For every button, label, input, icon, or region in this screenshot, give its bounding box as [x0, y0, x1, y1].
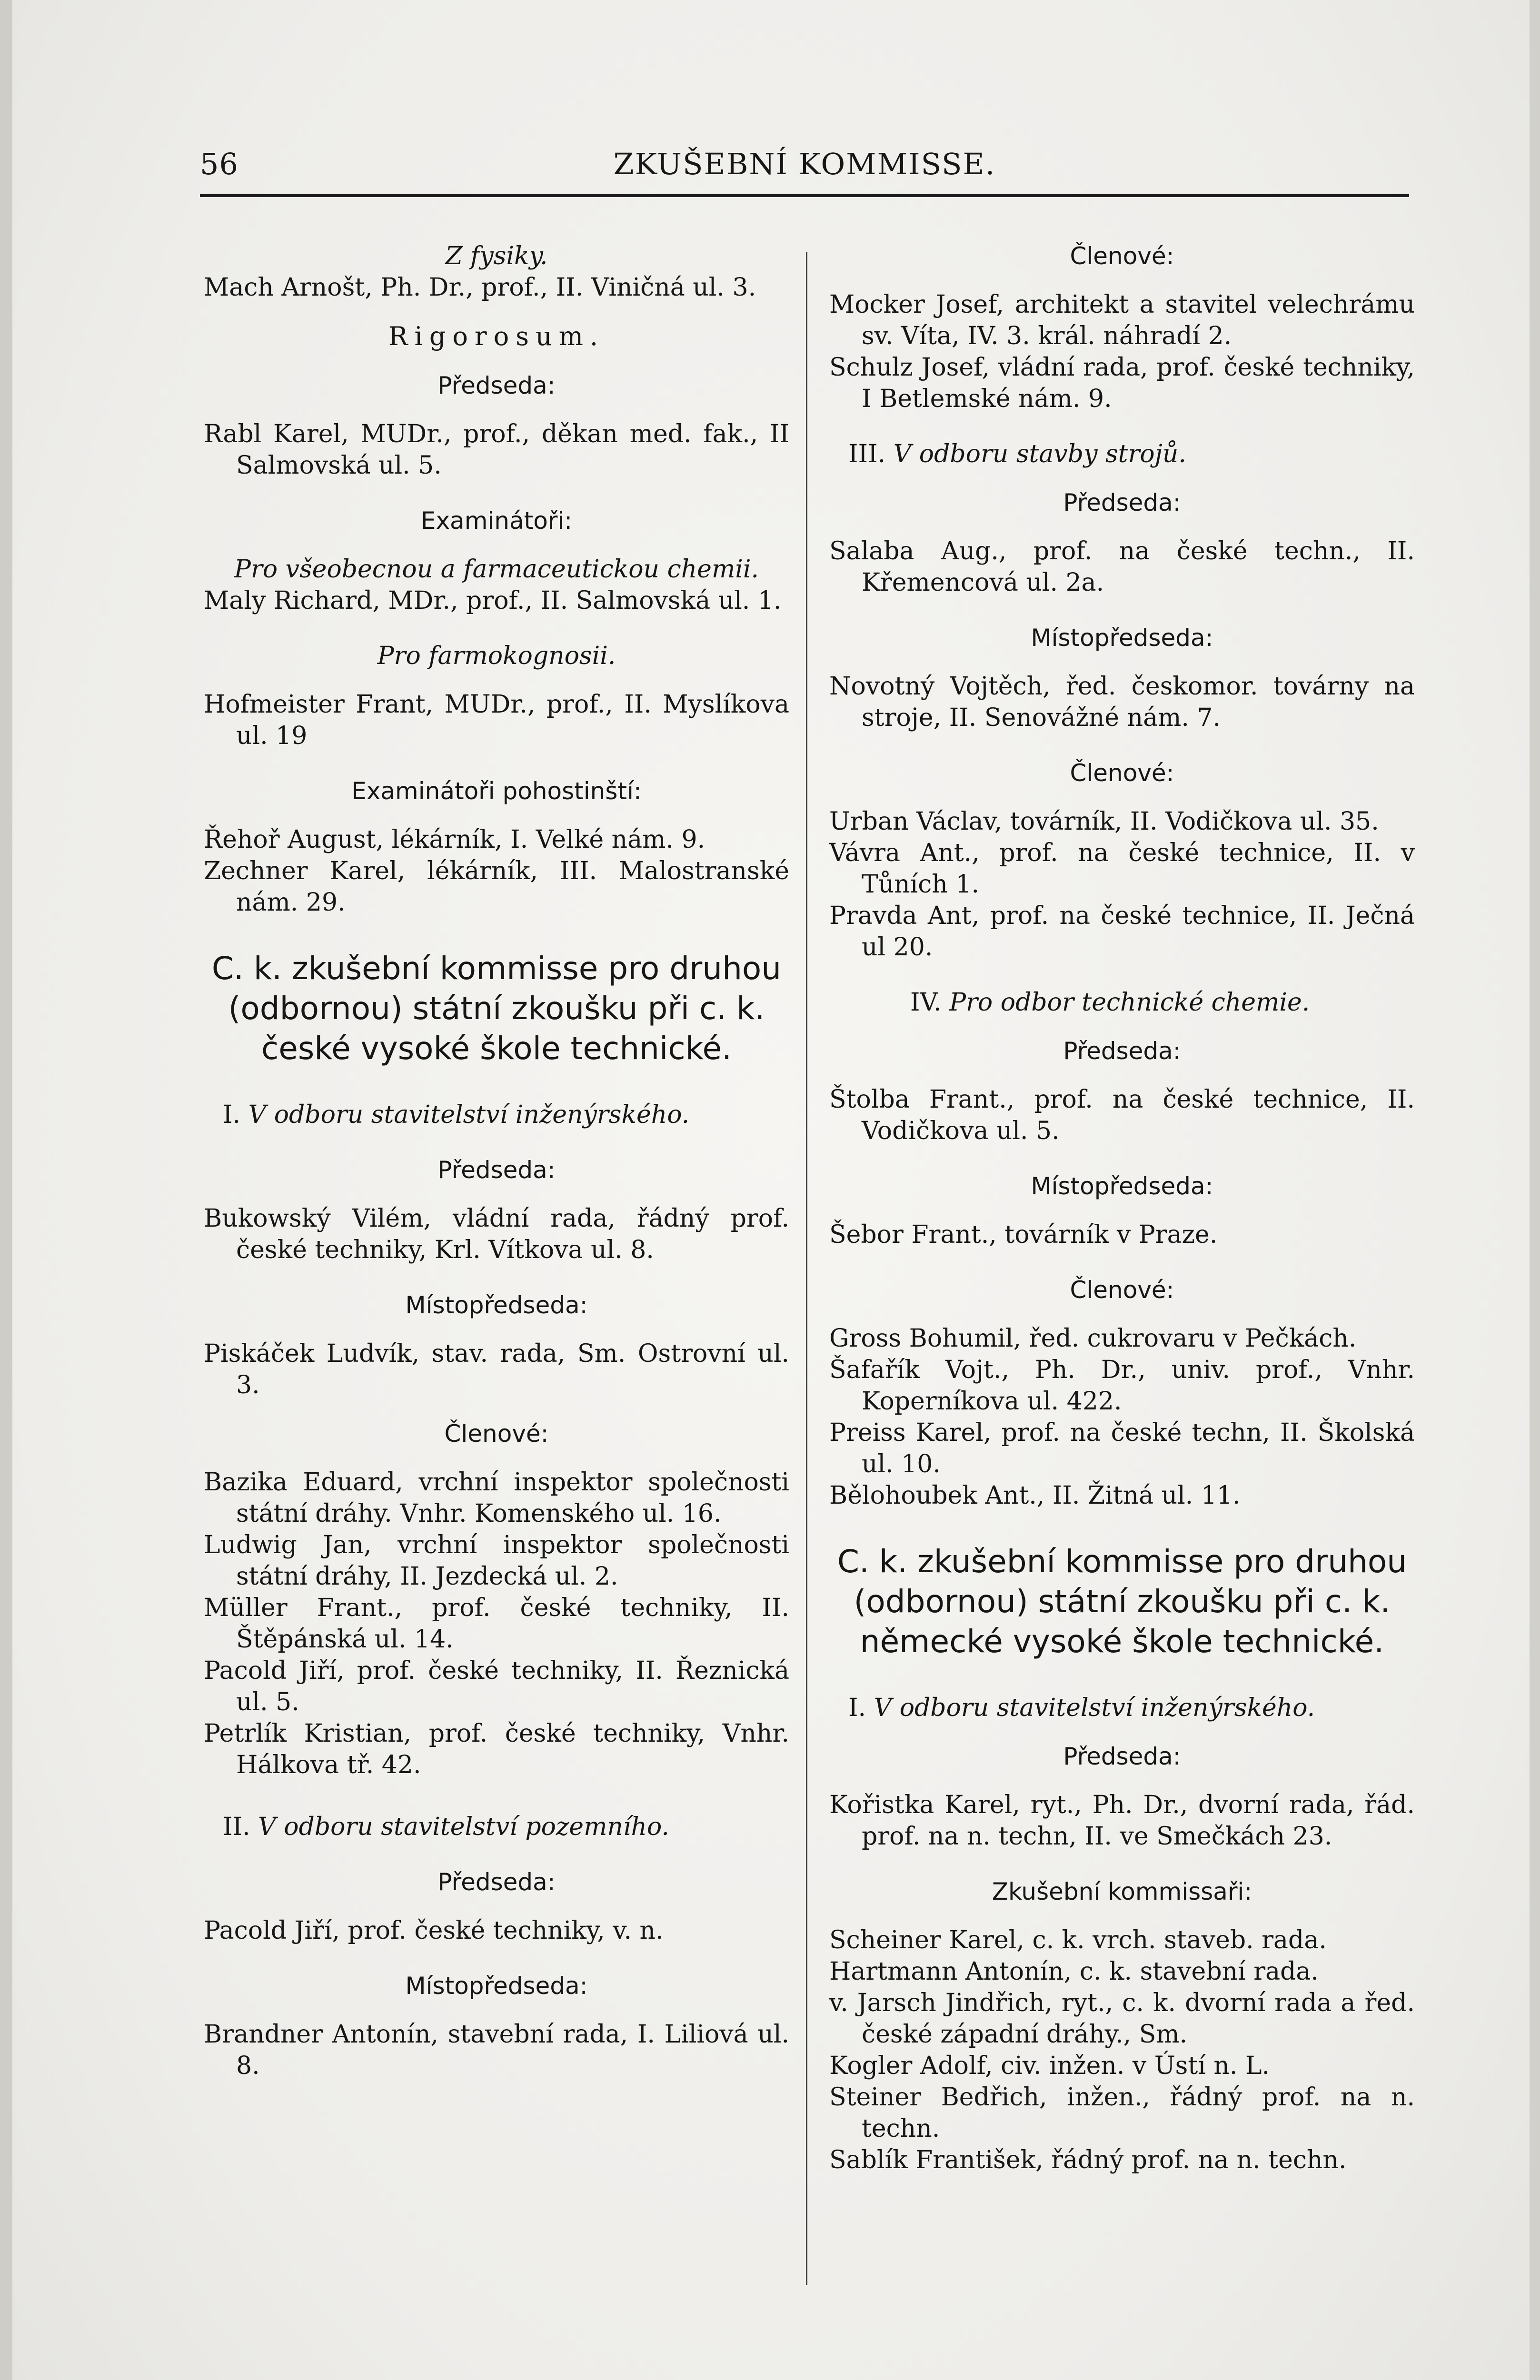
section-title: Pro odbor technické chemie.	[949, 988, 1310, 1017]
section-heading	[829, 987, 1415, 1018]
list-item: Bukowský Vilém, vládní rada, řádný prof. české techniky, Krl. Vítkova ul. 8.	[204, 1204, 789, 1264]
list-item: Ludwig Jan, vrchní inspektor společnosti státní dráhy, II. Jezdecká ul. 2.	[204, 1531, 789, 1591]
list-item: Petrlík Kristian, prof. české techniky, Vnhr. Hálkova tř. 42.	[204, 1719, 789, 1779]
commission-title: C. k. zkušební kommisse pro druhou (odbornou) státní zkoušku při c. k. německé vysoké škole technické.	[837, 1543, 1407, 1660]
list-item: Urban Václav, továrník, II. Vodičkova ul. 35.	[829, 807, 1379, 836]
section-heading	[204, 1099, 789, 1130]
list-item: Rabl Karel, MUDr., prof., děkan med. fak., II Salmovská ul. 5.	[204, 420, 789, 480]
role-heading: Předseda:	[1063, 489, 1181, 516]
list-item: Pravda Ant, prof. na české technice, II. Ječná ul 20.	[829, 902, 1415, 962]
section-number: II.	[223, 1813, 250, 1841]
list-item: Gross Bohumil, řed. cukrovaru v Pečkách.	[829, 1324, 1357, 1353]
section-title: V odboru stavitelství pozemního.	[258, 1813, 669, 1841]
section-title: V odboru stavitelství inženýrského.	[248, 1101, 690, 1129]
list-item: Mocker Josef, architekt a stavitel velechrámu sv. Víta, IV. 3. král. náhradí 2.	[829, 290, 1415, 350]
list-item: Mach Arnošt, Ph. Dr., prof., II. Viničná ul. 3.	[204, 273, 756, 302]
page-header	[200, 143, 1409, 190]
section-number: IV.	[910, 988, 942, 1017]
section-number: I.	[223, 1101, 241, 1129]
role-heading: Předseda:	[437, 372, 556, 399]
role-heading: Členové:	[1070, 242, 1174, 270]
list-item: Salaba Aug., prof. na české techn., II. Křemencová ul. 2a.	[829, 537, 1415, 597]
subsection-heading: Z fysiky.	[445, 242, 548, 270]
list-item: Schulz Josef, vládní rada, prof. české techniky, I Betlemské nám. 9.	[829, 353, 1415, 413]
role-heading: Místopředseda:	[1031, 624, 1213, 652]
list-item: Piskáček Ludvík, stav. rada, Sm. Ostrovní ul. 3.	[204, 1339, 789, 1399]
list-item: Šebor Frant., továrník v Praze.	[829, 1220, 1218, 1249]
running-head: ZKUŠEBNÍ KOMMISSE.	[613, 147, 996, 181]
subsection-heading: Pro farmokognosii.	[377, 642, 616, 670]
page-edge-shadow	[0, 0, 12, 2380]
subsection-heading: Pro všeobecnou a farmaceutickou chemii.	[234, 555, 759, 584]
list-item: v. Jarsch Jindřich, ryt., c. k. dvorní rada a řed. české západní dráhy., Sm.	[829, 1989, 1415, 2049]
list-item: Zechner Karel, lékárník, III. Malostranské nám. 29.	[204, 857, 789, 917]
page-edge-shadow	[1530, 0, 1540, 2380]
column-divider	[806, 252, 807, 2285]
page-number: 56	[200, 147, 238, 181]
role-heading: Examinátoři:	[420, 507, 573, 535]
role-heading: Examinátoři pohostinští:	[351, 777, 642, 805]
role-heading: Zkušební kommissaři:	[992, 1878, 1252, 1905]
header-rule	[200, 194, 1409, 197]
role-heading: Předseda:	[1063, 1743, 1181, 1770]
section-title: V odboru stavby strojů.	[893, 440, 1186, 468]
list-item: Sablík František, řádný prof. na n. techn.	[829, 2146, 1347, 2174]
list-item: Řehoř August, lékárník, I. Velké nám. 9.	[204, 825, 705, 854]
list-item: Bělohoubek Ant., II. Žitná ul. 11.	[829, 1481, 1241, 1510]
section-heading	[204, 1811, 789, 1843]
list-item: Pacold Jiří, prof. české techniky, II. Řeznická ul. 5.	[204, 1656, 789, 1716]
role-heading: Předseda:	[437, 1868, 556, 1896]
role-heading: Členové:	[444, 1420, 549, 1448]
role-heading: Místopředseda:	[405, 1291, 588, 1319]
list-item: Kogler Adolf, civ. inžen. v Ústí n. L.	[829, 2052, 1270, 2080]
list-item: Müller Frant., prof. české techniky, II. Štěpánská ul. 14.	[204, 1594, 789, 1654]
list-item: Bazika Eduard, vrchní inspektor společnosti státní dráhy. Vnhr. Komenského ul. 16.	[204, 1468, 789, 1528]
list-item: Hartmann Antonín, c. k. stavební rada.	[829, 1957, 1319, 1986]
list-item: Maly Richard, MDr., prof., II. Salmovská ul. 1.	[204, 586, 782, 615]
list-item: Novotný Vojtěch, řed. českomor. továrny na stroje, II. Senovážné nám. 7.	[829, 672, 1415, 732]
section-heading	[829, 438, 1415, 470]
section-title: V odboru stavitelství inženýrského.	[874, 1694, 1315, 1722]
list-item: Preiss Karel, prof. na české techn, II. Školská ul. 10.	[829, 1418, 1415, 1478]
list-item: Hofmeister Frant, MUDr., prof., II. Myslíkova ul. 19	[204, 690, 789, 750]
section-heading: Rigorosum.	[388, 321, 605, 351]
section-heading	[829, 1692, 1415, 1724]
list-item: Šafařík Vojt., Ph. Dr., univ. prof., Vnhr. Koperníkova ul. 422.	[829, 1356, 1415, 1416]
left-column	[204, 240, 789, 2082]
role-heading: Místopředseda:	[405, 1972, 588, 2000]
role-heading: Místopředseda:	[1031, 1172, 1213, 1200]
commission-title: C. k. zkušební kommisse pro druhou (odbornou) státní zkoušku při c. k. české vysoké škole technické.	[211, 950, 782, 1067]
list-item: Kořistka Karel, ryt., Ph. Dr., dvorní rada, řád. prof. na n. techn, II. ve Smečkách 23.	[829, 1791, 1415, 1851]
list-item: Scheiner Karel, c. k. vrch. staveb. rada.	[829, 1926, 1327, 1954]
list-item: Brandner Antonín, stavební rada, I. Liliová ul. 8.	[204, 2020, 789, 2080]
section-number: III.	[848, 440, 886, 468]
role-heading: Předseda:	[1063, 1037, 1181, 1065]
section-number: I.	[848, 1694, 866, 1722]
role-heading: Předseda:	[437, 1156, 556, 1184]
list-item: Steiner Bedřich, inžen., řádný prof. na n. techn.	[829, 2083, 1415, 2143]
list-item: Vávra Ant., prof. na české technice, II. v Tůních 1.	[829, 839, 1415, 899]
role-heading: Členové:	[1070, 759, 1174, 787]
role-heading: Členové:	[1070, 1276, 1174, 1304]
right-column	[829, 240, 1415, 2176]
list-item: Pacold Jiří, prof. české techniky, v. n.	[204, 1916, 664, 1945]
list-item: Štolba Frant., prof. na české technice, II. Vodičkova ul. 5.	[829, 1085, 1415, 1145]
